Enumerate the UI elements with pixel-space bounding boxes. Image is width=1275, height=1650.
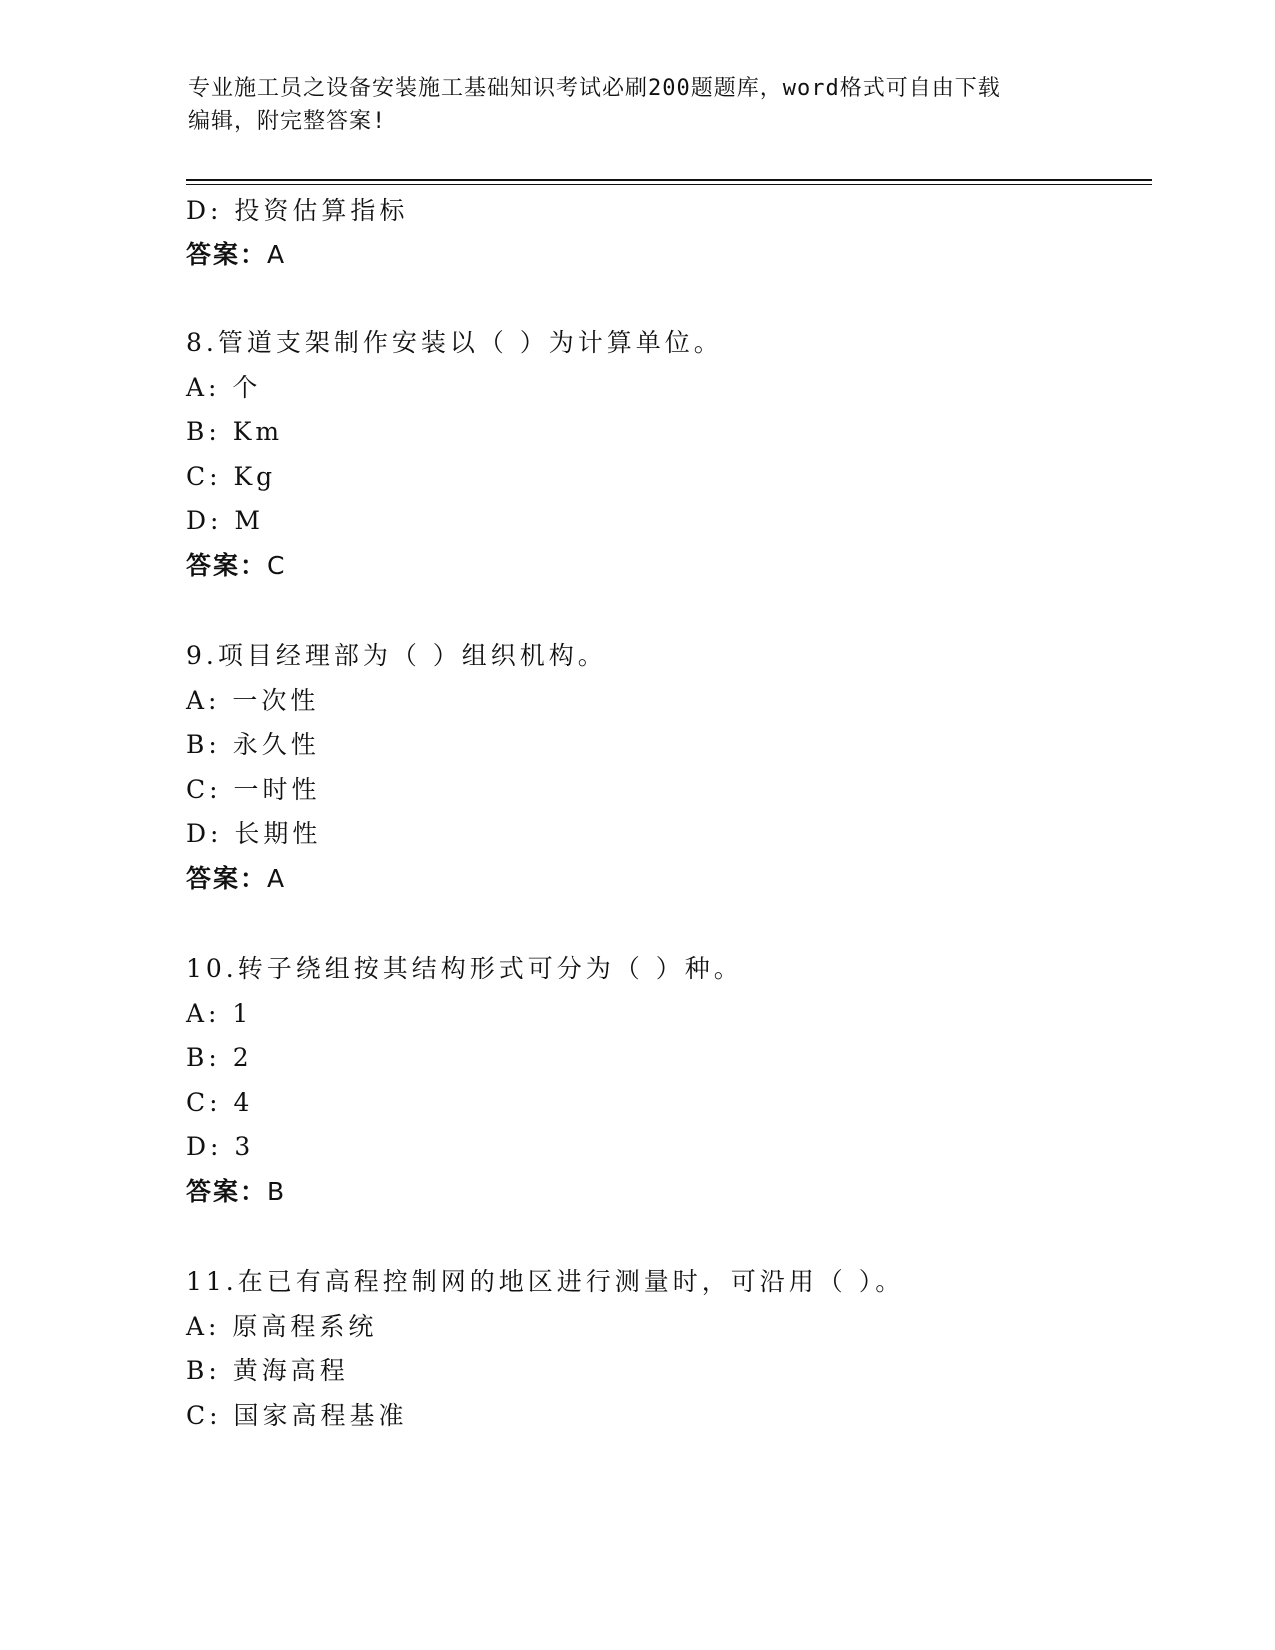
- q9-option-c: C: 一时性: [186, 775, 321, 804]
- q10-answer: [186, 1177, 286, 1207]
- q8-option-d: D: M: [186, 506, 265, 535]
- header-title-line-1: 专业施工员之设备安装施工基础知识考试必刷200题题库，word格式可自由下载: [188, 76, 1001, 101]
- q8-answer-value: C: [267, 551, 287, 580]
- q7-option-d: D: 投资估算指标: [186, 196, 409, 225]
- q9-option-a: A: 一次性: [186, 686, 320, 715]
- q9-answer-value: A: [267, 864, 287, 893]
- q10-answer-label: 答案：: [186, 1177, 268, 1206]
- q8-answer-label: 答案：: [186, 551, 268, 580]
- q11-question: 11.在已有高程控制网的地区进行测量时，可沿用（ ）。: [186, 1267, 905, 1296]
- header-divider-thick: [186, 179, 1152, 181]
- q7-answer: [186, 240, 286, 270]
- q10-option-d: D: 3: [186, 1132, 255, 1161]
- q8-answer: [186, 551, 286, 581]
- q10-answer-value: B: [267, 1177, 287, 1206]
- q7-answer-value: A: [267, 240, 287, 269]
- q11-option-b: B: 黄海高程: [186, 1356, 349, 1385]
- q8-question: 8.管道支架制作安装以（ ）为计算单位。: [186, 328, 723, 357]
- q10-option-b: B: 2: [186, 1043, 253, 1072]
- q10-question: 10.转子绕组按其结构形式可分为（ ）种。: [186, 954, 743, 983]
- q9-option-b: B: 永久性: [186, 730, 320, 759]
- q10-option-a: A: 1: [186, 999, 253, 1028]
- q8-option-c: C: Kg: [186, 462, 277, 491]
- q11-option-c: C: 国家高程基准: [186, 1401, 408, 1430]
- document-header: [188, 72, 1078, 138]
- header-divider-thin: [186, 184, 1152, 185]
- q9-option-d: D: 长期性: [186, 819, 322, 848]
- q9-question: 9.项目经理部为（ ）组织机构。: [186, 641, 607, 670]
- q7-answer-label: 答案：: [186, 240, 268, 269]
- q11-option-a: A: 原高程系统: [186, 1312, 378, 1341]
- q9-answer: [186, 864, 286, 894]
- q10-option-c: C: 4: [186, 1088, 254, 1117]
- header-title-line-2: 编辑，附完整答案!: [188, 109, 387, 134]
- q8-option-b: B: Km: [186, 417, 284, 446]
- q8-option-a: A: 个: [186, 373, 262, 402]
- q9-answer-label: 答案：: [186, 864, 268, 893]
